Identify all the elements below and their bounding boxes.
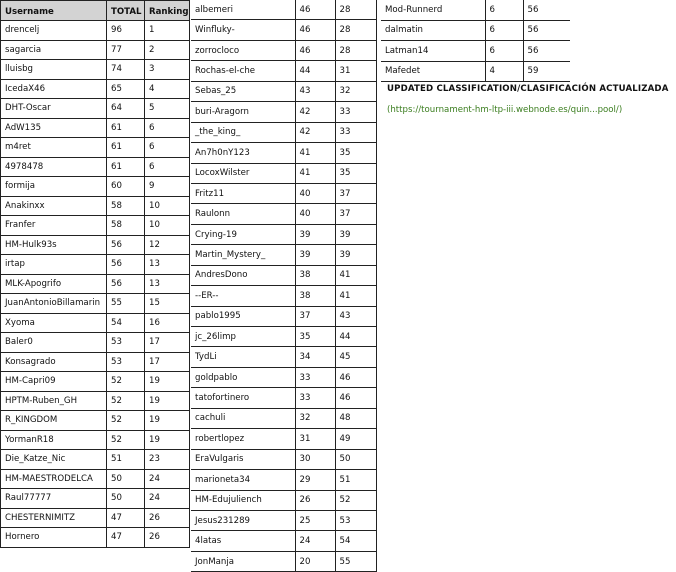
- source-link[interactable]: (https://tournament-hm-ltp-iii.webnode.es/quin...pool/): [387, 105, 623, 115]
- username-cell: MLK-Apogrifo: [1, 274, 107, 294]
- total-cell: 30: [295, 449, 335, 469]
- table-row: [1, 508, 190, 528]
- table-row: [1, 60, 190, 80]
- total-cell: 40: [295, 183, 335, 203]
- username-cell: goldpablo: [191, 367, 295, 387]
- ranking-cell: 13: [145, 255, 190, 275]
- total-cell: 58: [107, 216, 145, 236]
- total-cell: 6: [485, 0, 523, 20]
- username-cell: drencelj: [1, 21, 107, 41]
- username-cell: TydLi: [191, 347, 295, 367]
- ranking-cell: 17: [145, 333, 190, 353]
- username-cell: Fritz11: [191, 183, 295, 203]
- total-cell: 50: [107, 489, 145, 509]
- ranking-cell: 4: [145, 79, 190, 99]
- table-row: [191, 531, 376, 551]
- table-row: [1, 21, 190, 41]
- table-row: [191, 143, 376, 163]
- total-cell: 61: [107, 118, 145, 138]
- username-cell: HM-Hulk93s: [1, 235, 107, 255]
- table-row: [191, 429, 376, 449]
- total-cell: 35: [295, 327, 335, 347]
- table-row: [1, 528, 190, 548]
- total-cell: 32: [295, 408, 335, 428]
- ranking-cell: 10: [145, 216, 190, 236]
- ranking-cell: 54: [335, 531, 376, 551]
- username-cell: DHT-Oscar: [1, 99, 107, 119]
- username-cell: CHESTERNIMITZ: [1, 508, 107, 528]
- username-cell: Anakinxx: [1, 196, 107, 216]
- ranking-cell: 41: [335, 286, 376, 306]
- username-cell: dalmatin: [381, 20, 485, 41]
- table-row: [1, 138, 190, 158]
- table-row: [191, 40, 376, 60]
- table-row: [1, 177, 190, 197]
- total-cell: 31: [295, 429, 335, 449]
- ranking-cell: 12: [145, 235, 190, 255]
- total-cell: 54: [107, 313, 145, 333]
- total-cell: 39: [295, 245, 335, 265]
- ranking-cell: 28: [335, 0, 376, 20]
- total-cell: 77: [107, 40, 145, 60]
- ranking-cell: 45: [335, 347, 376, 367]
- table-row: [191, 0, 376, 20]
- table-row: [191, 61, 376, 81]
- ranking-cell: 24: [145, 469, 190, 489]
- ranking-cell: 43: [335, 306, 376, 326]
- username-cell: 4latas: [191, 531, 295, 551]
- updated-classification-heading: UPDATED CLASSIFICATION/CLASIFICACIÓN ACTUALIZADA: [387, 84, 669, 94]
- total-cell: 4: [485, 61, 523, 82]
- total-cell: 37: [295, 306, 335, 326]
- total-cell: 38: [295, 265, 335, 285]
- table-row: [191, 408, 376, 428]
- username-cell: --ER--: [191, 286, 295, 306]
- table-row: [191, 224, 376, 244]
- total-cell: 64: [107, 99, 145, 119]
- total-cell: 38: [295, 286, 335, 306]
- total-cell: 56: [107, 274, 145, 294]
- table-row: [1, 450, 190, 470]
- username-cell: Die_Katze_Nic: [1, 450, 107, 470]
- total-cell: 61: [107, 157, 145, 177]
- table-row: [1, 294, 190, 314]
- ranking-cell: 5: [145, 99, 190, 119]
- total-cell: 42: [295, 102, 335, 122]
- total-cell: 47: [107, 508, 145, 528]
- username-cell: lluisbg: [1, 60, 107, 80]
- total-cell: 6: [485, 41, 523, 62]
- table-row: [1, 235, 190, 255]
- ranking-table-1: [0, 0, 190, 548]
- username-cell: 4978478: [1, 157, 107, 177]
- ranking-cell: 17: [145, 352, 190, 372]
- total-cell: 56: [107, 235, 145, 255]
- table-row: [191, 20, 376, 40]
- table-row: [1, 411, 190, 431]
- total-cell: 40: [295, 204, 335, 224]
- ranking-cell: 26: [145, 508, 190, 528]
- username-cell: Raulonn: [191, 204, 295, 224]
- total-cell: 53: [107, 352, 145, 372]
- username-cell: jc_26limp: [191, 327, 295, 347]
- ranking-cell: 28: [335, 20, 376, 40]
- ranking-cell: 37: [335, 183, 376, 203]
- total-cell: 6: [485, 20, 523, 41]
- username-cell: JuanAntonioBillamarin: [1, 294, 107, 314]
- total-cell: 96: [107, 21, 145, 41]
- total-cell: 65: [107, 79, 145, 99]
- total-cell: 26: [295, 490, 335, 510]
- table-row: [1, 216, 190, 236]
- ranking-cell: 48: [335, 408, 376, 428]
- ranking-cell: 52: [335, 490, 376, 510]
- ranking-cell: 33: [335, 102, 376, 122]
- username-cell: Latman14: [381, 41, 485, 62]
- table-row: [381, 41, 570, 62]
- total-cell: 53: [107, 333, 145, 353]
- ranking-cell: 9: [145, 177, 190, 197]
- ranking-cell: 31: [335, 61, 376, 81]
- total-cell: 41: [295, 163, 335, 183]
- total-cell: 52: [107, 430, 145, 450]
- username-cell: m4ret: [1, 138, 107, 158]
- ranking-cell: 50: [335, 449, 376, 469]
- username-cell: IcedaX46: [1, 79, 107, 99]
- username-cell: Mafedet: [381, 61, 485, 82]
- total-cell: 46: [295, 40, 335, 60]
- username-cell: HM-Capri09: [1, 372, 107, 392]
- username-cell: zorrocloco: [191, 40, 295, 60]
- ranking-cell: 1: [145, 21, 190, 41]
- table-row: [1, 391, 190, 411]
- ranking-cell: 28: [335, 40, 376, 60]
- username-cell: Franfer: [1, 216, 107, 236]
- total-cell: 46: [295, 20, 335, 40]
- username-cell: marioneta34: [191, 470, 295, 490]
- ranking-cell: 3: [145, 60, 190, 80]
- table-row: [191, 490, 376, 510]
- total-cell: 46: [295, 0, 335, 20]
- ranking-cell: 35: [335, 143, 376, 163]
- total-cell: 56: [107, 255, 145, 275]
- username-cell: _the_king_: [191, 122, 295, 142]
- header-username: Username: [1, 1, 107, 21]
- total-cell: 24: [295, 531, 335, 551]
- total-cell: 60: [107, 177, 145, 197]
- table-row: [1, 196, 190, 216]
- table-row: [1, 372, 190, 392]
- ranking-cell: 23: [145, 450, 190, 470]
- table-row: [381, 0, 570, 20]
- table-row: [191, 367, 376, 387]
- ranking-cell: 39: [335, 245, 376, 265]
- table-row: [1, 79, 190, 99]
- table-row: [191, 204, 376, 224]
- username-cell: YormanR18: [1, 430, 107, 450]
- ranking-cell: 6: [145, 157, 190, 177]
- table-row: [1, 274, 190, 294]
- total-cell: 25: [295, 510, 335, 530]
- username-cell: Hornero: [1, 528, 107, 548]
- total-cell: 50: [107, 469, 145, 489]
- table-row: [191, 183, 376, 203]
- table-row: [1, 352, 190, 372]
- table-row: [191, 306, 376, 326]
- table-row: [1, 40, 190, 60]
- total-cell: 74: [107, 60, 145, 80]
- total-cell: 33: [295, 367, 335, 387]
- table-row: [1, 313, 190, 333]
- username-cell: robertlopez: [191, 429, 295, 449]
- username-cell: Raul77777: [1, 489, 107, 509]
- ranking-cell: 35: [335, 163, 376, 183]
- total-cell: 43: [295, 81, 335, 101]
- ranking-cell: 56: [523, 0, 570, 20]
- table-row: [191, 81, 376, 101]
- username-cell: irtap: [1, 255, 107, 275]
- ranking-cell: 19: [145, 372, 190, 392]
- username-cell: JonManja: [191, 551, 295, 571]
- username-cell: R_KINGDOM: [1, 411, 107, 431]
- ranking-table-2: [191, 0, 377, 572]
- ranking-cell: 51: [335, 470, 376, 490]
- ranking-cell: 46: [335, 388, 376, 408]
- table-row: [191, 102, 376, 122]
- ranking-cell: 6: [145, 138, 190, 158]
- ranking-cell: 41: [335, 265, 376, 285]
- table-row: [191, 122, 376, 142]
- table-row: [191, 245, 376, 265]
- username-cell: Mod-Runnerd: [381, 0, 485, 20]
- total-cell: 52: [107, 411, 145, 431]
- username-cell: sagarcia: [1, 40, 107, 60]
- total-cell: 20: [295, 551, 335, 571]
- username-cell: Rochas-el-che: [191, 61, 295, 81]
- table-row: [1, 489, 190, 509]
- username-cell: Martin_Mystery_: [191, 245, 295, 265]
- username-cell: Baler0: [1, 333, 107, 353]
- total-cell: 58: [107, 196, 145, 216]
- total-cell: 42: [295, 122, 335, 142]
- total-cell: 61: [107, 138, 145, 158]
- ranking-cell: 19: [145, 430, 190, 450]
- username-cell: HM-Edujuliench: [191, 490, 295, 510]
- table-row: [191, 163, 376, 183]
- total-cell: 29: [295, 470, 335, 490]
- table-header-row: [1, 1, 190, 21]
- ranking-cell: 44: [335, 327, 376, 347]
- username-cell: EraVulgaris: [191, 449, 295, 469]
- table-row: [1, 430, 190, 450]
- total-cell: 34: [295, 347, 335, 367]
- username-cell: Winfluky-: [191, 20, 295, 40]
- ranking-cell: 56: [523, 41, 570, 62]
- ranking-table-3: [381, 0, 570, 82]
- table-row: [1, 99, 190, 119]
- username-cell: formija: [1, 177, 107, 197]
- ranking-cell: 19: [145, 411, 190, 431]
- ranking-cell: 24: [145, 489, 190, 509]
- ranking-cell: 46: [335, 367, 376, 387]
- username-cell: AndresDono: [191, 265, 295, 285]
- table-row: [381, 20, 570, 41]
- ranking-cell: 19: [145, 391, 190, 411]
- table-row: [191, 470, 376, 490]
- table-row: [191, 551, 376, 571]
- table-row: [1, 118, 190, 138]
- ranking-cell: 15: [145, 294, 190, 314]
- ranking-cell: 55: [335, 551, 376, 571]
- username-cell: cachuli: [191, 408, 295, 428]
- table-row: [191, 388, 376, 408]
- ranking-cell: 37: [335, 204, 376, 224]
- ranking-cell: 10: [145, 196, 190, 216]
- table-row: [191, 265, 376, 285]
- header-total: TOTAL: [107, 1, 145, 21]
- ranking-cell: 6: [145, 118, 190, 138]
- table-row: [381, 61, 570, 82]
- table-row: [191, 347, 376, 367]
- table-row: [1, 157, 190, 177]
- ranking-cell: 49: [335, 429, 376, 449]
- table-row: [191, 510, 376, 530]
- username-cell: Konsagrado: [1, 352, 107, 372]
- ranking-cell: 39: [335, 224, 376, 244]
- table-row: [1, 333, 190, 353]
- header-ranking: Ranking: [145, 1, 190, 21]
- username-cell: tatofortinero: [191, 388, 295, 408]
- table-row: [1, 469, 190, 489]
- username-cell: Xyoma: [1, 313, 107, 333]
- ranking-cell: 33: [335, 122, 376, 142]
- total-cell: 33: [295, 388, 335, 408]
- username-cell: Sebas_25: [191, 81, 295, 101]
- ranking-cell: 2: [145, 40, 190, 60]
- username-cell: pablo1995: [191, 306, 295, 326]
- username-cell: AdW135: [1, 118, 107, 138]
- ranking-cell: 32: [335, 81, 376, 101]
- total-cell: 52: [107, 372, 145, 392]
- username-cell: albemeri: [191, 0, 295, 20]
- ranking-cell: 53: [335, 510, 376, 530]
- total-cell: 51: [107, 450, 145, 470]
- table-row: [191, 449, 376, 469]
- ranking-cell: 56: [523, 20, 570, 41]
- table-row: [191, 327, 376, 347]
- username-cell: HPTM-Ruben_GH: [1, 391, 107, 411]
- ranking-cell: 59: [523, 61, 570, 82]
- total-cell: 52: [107, 391, 145, 411]
- total-cell: 44: [295, 61, 335, 81]
- username-cell: LocoxWilster: [191, 163, 295, 183]
- total-cell: 41: [295, 143, 335, 163]
- total-cell: 39: [295, 224, 335, 244]
- ranking-cell: 13: [145, 274, 190, 294]
- username-cell: buri-Aragorn: [191, 102, 295, 122]
- username-cell: HM-MAESTRODELCA: [1, 469, 107, 489]
- username-cell: Crying-19: [191, 224, 295, 244]
- ranking-cell: 26: [145, 528, 190, 548]
- ranking-cell: 16: [145, 313, 190, 333]
- table-row: [1, 255, 190, 275]
- total-cell: 55: [107, 294, 145, 314]
- table-row: [191, 286, 376, 306]
- username-cell: An7h0nY123: [191, 143, 295, 163]
- total-cell: 47: [107, 528, 145, 548]
- username-cell: Jesus231289: [191, 510, 295, 530]
